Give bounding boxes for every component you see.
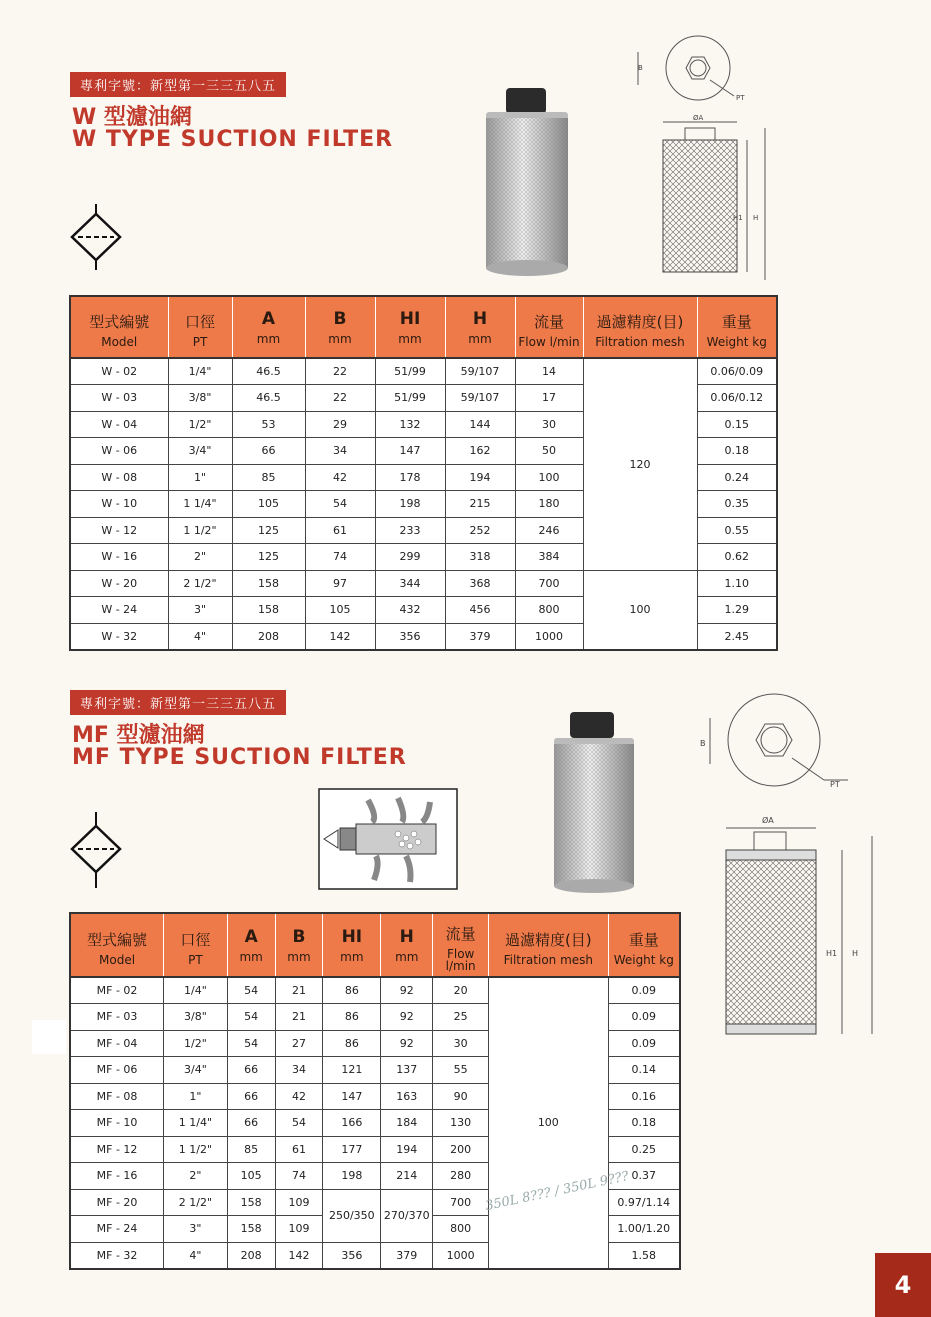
- table-cell: 59/107: [445, 385, 515, 412]
- table-cell: W - 02: [70, 358, 168, 385]
- table-cell: 34: [305, 438, 375, 465]
- table-cell: 46.5: [232, 358, 305, 385]
- table-cell: 51/99: [375, 358, 445, 385]
- table-cell: 3/4": [168, 438, 232, 465]
- table-cell: 1/4": [164, 977, 228, 1004]
- mf-patent-banner: 專利字號：新型第一三三五八五: [70, 690, 286, 715]
- table-cell: 20: [433, 977, 489, 1004]
- table-cell: 85: [227, 1136, 275, 1163]
- mf-header-weight: 重量 Weight kg: [608, 913, 680, 977]
- table-cell: MF - 04: [70, 1030, 164, 1057]
- table-cell: 158: [232, 597, 305, 624]
- mf-title-zh: MF 型濾油網: [72, 723, 205, 748]
- table-cell: 125: [232, 544, 305, 571]
- w-header-hi: HI mm: [375, 296, 445, 358]
- table-cell: 54: [275, 1110, 323, 1137]
- table-cell: 1.58: [608, 1242, 680, 1269]
- w-label-h: H: [753, 214, 759, 222]
- table-cell: 2": [164, 1163, 228, 1190]
- table-cell: MF - 24: [70, 1216, 164, 1243]
- filtration-mesh-cell: 100: [489, 977, 609, 1269]
- table-cell: 0.62: [697, 544, 777, 571]
- table-cell: 66: [227, 1083, 275, 1110]
- table-cell: 54: [227, 1004, 275, 1031]
- table-cell: 180: [515, 491, 583, 518]
- table-cell: 214: [381, 1163, 433, 1190]
- table-cell: 1/2": [164, 1030, 228, 1057]
- table-cell: 85: [232, 464, 305, 491]
- table-cell: 30: [433, 1030, 489, 1057]
- table-cell: MF - 20: [70, 1189, 164, 1216]
- page-number: 4: [875, 1253, 931, 1317]
- w-header-filtration: 過濾精度(目) Filtration mesh: [583, 296, 697, 358]
- table-cell: 0.97/1.14: [608, 1189, 680, 1216]
- table-cell: 1.29: [697, 597, 777, 624]
- table-cell: 105: [227, 1163, 275, 1190]
- table-cell: W - 10: [70, 491, 168, 518]
- table-cell: 27: [275, 1030, 323, 1057]
- table-cell: 208: [227, 1242, 275, 1269]
- table-cell: 0.24: [697, 464, 777, 491]
- table-row: [70, 358, 777, 385]
- table-cell: 456: [445, 597, 515, 624]
- table-cell: W - 06: [70, 438, 168, 465]
- table-cell: 74: [275, 1163, 323, 1190]
- w-patent-banner: 專利字號：新型第一三三五八五: [70, 72, 286, 97]
- table-cell: 1 1/2": [164, 1136, 228, 1163]
- table-cell: W - 20: [70, 570, 168, 597]
- table-cell: 1 1/2": [168, 517, 232, 544]
- table-cell: 0.35: [697, 491, 777, 518]
- table-cell: W - 04: [70, 411, 168, 438]
- table-cell: 233: [375, 517, 445, 544]
- mf-flow-illustration: [318, 788, 458, 890]
- table-cell: W - 32: [70, 623, 168, 650]
- table-cell: 17: [515, 385, 583, 412]
- w-label-b: B: [638, 64, 643, 72]
- mf-label-h1: H1: [826, 949, 838, 958]
- table-cell: 66: [232, 438, 305, 465]
- table-cell: 162: [445, 438, 515, 465]
- w-header-model: 型式編號 Model: [70, 296, 168, 358]
- w-title-zh: W 型濾油網: [72, 105, 192, 130]
- table-cell: 42: [305, 464, 375, 491]
- table-cell: 97: [305, 570, 375, 597]
- table-cell: 0.09: [608, 1030, 680, 1057]
- table-cell: 379: [381, 1242, 433, 1269]
- table-cell: 184: [381, 1110, 433, 1137]
- table-cell: 158: [232, 570, 305, 597]
- table-cell: 0.37: [608, 1163, 680, 1190]
- table-row: [70, 570, 777, 597]
- table-cell: 368: [445, 570, 515, 597]
- table-cell: 25: [433, 1004, 489, 1031]
- table-cell: 0.09: [608, 977, 680, 1004]
- filter-symbol-icon: [66, 812, 126, 888]
- table-cell: 178: [375, 464, 445, 491]
- table-cell: 46.5: [232, 385, 305, 412]
- mf-title-en: MF TYPE SUCTION FILTER: [72, 745, 407, 770]
- table-cell: 30: [515, 411, 583, 438]
- table-cell: 3/8": [164, 1004, 228, 1031]
- table-cell: 90: [433, 1083, 489, 1110]
- w-label-pt: PT: [736, 94, 745, 102]
- table-cell: W - 12: [70, 517, 168, 544]
- table-cell: MF - 16: [70, 1163, 164, 1190]
- table-cell: 22: [305, 358, 375, 385]
- mf-label-h: H: [852, 949, 859, 958]
- mf-top-view-drawing: [698, 688, 858, 792]
- table-cell: 142: [305, 623, 375, 650]
- table-cell: 109: [275, 1189, 323, 1216]
- w-side-view-drawing: [655, 112, 775, 284]
- table-cell: 1000: [515, 623, 583, 650]
- table-cell: W - 03: [70, 385, 168, 412]
- table-cell: 105: [305, 597, 375, 624]
- table-cell: 147: [323, 1083, 381, 1110]
- table-cell: 59/107: [445, 358, 515, 385]
- w-header-b: B mm: [305, 296, 375, 358]
- table-cell: 2": [168, 544, 232, 571]
- table-cell: 0.14: [608, 1057, 680, 1084]
- mf-label-pt: PT: [830, 780, 840, 789]
- mf-side-view-drawing: [716, 812, 880, 1044]
- w-header-h: H mm: [445, 296, 515, 358]
- table-cell: 21: [275, 977, 323, 1004]
- table-cell: W - 16: [70, 544, 168, 571]
- table-cell: 3/4": [164, 1057, 228, 1084]
- table-cell: 61: [275, 1136, 323, 1163]
- w-header-flow: 流量 Flow l/min: [515, 296, 583, 358]
- table-cell: 0.18: [697, 438, 777, 465]
- handwritten-note: 350L 8??? / 350L 9???: [484, 1168, 631, 1215]
- table-cell: 177: [323, 1136, 381, 1163]
- table-cell: 318: [445, 544, 515, 571]
- mf-table-header-row: [70, 913, 680, 977]
- table-cell: 1.10: [697, 570, 777, 597]
- table-cell: 700: [433, 1189, 489, 1216]
- table-cell: 1/2": [168, 411, 232, 438]
- table-cell: 432: [375, 597, 445, 624]
- table-cell: 51/99: [375, 385, 445, 412]
- table-cell: 92: [381, 977, 433, 1004]
- table-cell: 0.16: [608, 1083, 680, 1110]
- w-header-a: A mm: [232, 296, 305, 358]
- table-cell: 344: [375, 570, 445, 597]
- table-cell: 208: [232, 623, 305, 650]
- table-cell: 42: [275, 1083, 323, 1110]
- table-cell: 53: [232, 411, 305, 438]
- table-cell: 246: [515, 517, 583, 544]
- table-cell: 1": [168, 464, 232, 491]
- table-cell: 3/8": [168, 385, 232, 412]
- table-cell: MF - 08: [70, 1083, 164, 1110]
- w-header-pt: 口徑 PT: [168, 296, 232, 358]
- filter-symbol-icon: [66, 204, 126, 270]
- table-cell: 0.55: [697, 517, 777, 544]
- table-cell: 158: [227, 1189, 275, 1216]
- table-cell: 109: [275, 1216, 323, 1243]
- w-title-en: W TYPE SUCTION FILTER: [72, 127, 394, 152]
- table-cell: 2 1/2": [168, 570, 232, 597]
- table-cell: 270/370: [381, 1189, 433, 1242]
- table-cell: 379: [445, 623, 515, 650]
- w-top-view-drawing: [628, 30, 768, 110]
- table-cell: 2 1/2": [164, 1189, 228, 1216]
- table-cell: 14: [515, 358, 583, 385]
- table-cell: 144: [445, 411, 515, 438]
- table-cell: 92: [381, 1030, 433, 1057]
- table-cell: 1 1/4": [168, 491, 232, 518]
- table-cell: 215: [445, 491, 515, 518]
- table-cell: MF - 06: [70, 1057, 164, 1084]
- table-cell: 137: [381, 1057, 433, 1084]
- table-cell: MF - 12: [70, 1136, 164, 1163]
- mf-header-pt: 口徑 PT: [164, 913, 228, 977]
- table-cell: 105: [232, 491, 305, 518]
- w-label-a: ØA: [693, 114, 704, 122]
- table-cell: 0.18: [608, 1110, 680, 1137]
- table-cell: 54: [305, 491, 375, 518]
- mf-header-b: B mm: [275, 913, 323, 977]
- table-cell: 142: [275, 1242, 323, 1269]
- table-cell: 86: [323, 1030, 381, 1057]
- mf-label-b: B: [700, 739, 706, 748]
- mf-spec-table: [69, 912, 681, 1270]
- table-cell: 1": [164, 1083, 228, 1110]
- mf-header-hi: HI mm: [323, 913, 381, 977]
- mf-header-a: A mm: [227, 913, 275, 977]
- table-cell: 34: [275, 1057, 323, 1084]
- w-filter-photo: [478, 88, 578, 278]
- table-cell: 200: [433, 1136, 489, 1163]
- table-cell: 54: [227, 977, 275, 1004]
- w-label-h1: H1: [733, 214, 743, 222]
- table-cell: 1.00/1.20: [608, 1216, 680, 1243]
- table-cell: 198: [323, 1163, 381, 1190]
- table-cell: 86: [323, 977, 381, 1004]
- table-cell: 299: [375, 544, 445, 571]
- table-cell: 66: [227, 1057, 275, 1084]
- table-cell: 147: [375, 438, 445, 465]
- table-cell: W - 24: [70, 597, 168, 624]
- blank-patch: [32, 1020, 66, 1054]
- table-row: [70, 977, 680, 1004]
- table-cell: 0.09: [608, 1004, 680, 1031]
- mf-header-flow: 流量 Flow l/min: [433, 913, 489, 977]
- table-cell: 158: [227, 1216, 275, 1243]
- table-cell: W - 08: [70, 464, 168, 491]
- filtration-mesh-cell: 120: [583, 358, 697, 570]
- table-cell: 125: [232, 517, 305, 544]
- table-cell: 100: [515, 464, 583, 491]
- table-cell: 21: [275, 1004, 323, 1031]
- table-cell: 356: [323, 1242, 381, 1269]
- table-cell: MF - 03: [70, 1004, 164, 1031]
- table-cell: 700: [515, 570, 583, 597]
- table-cell: MF - 02: [70, 977, 164, 1004]
- table-cell: 280: [433, 1163, 489, 1190]
- table-cell: 4": [168, 623, 232, 650]
- table-cell: 132: [375, 411, 445, 438]
- table-cell: 2.45: [697, 623, 777, 650]
- table-cell: MF - 32: [70, 1242, 164, 1269]
- table-cell: 800: [515, 597, 583, 624]
- table-cell: 800: [433, 1216, 489, 1243]
- table-cell: 0.25: [608, 1136, 680, 1163]
- table-cell: 0.15: [697, 411, 777, 438]
- table-cell: 194: [445, 464, 515, 491]
- table-cell: 22: [305, 385, 375, 412]
- mf-header-h: H mm: [381, 913, 433, 977]
- table-cell: 3": [164, 1216, 228, 1243]
- table-cell: 1/4": [168, 358, 232, 385]
- table-cell: 61: [305, 517, 375, 544]
- table-cell: 252: [445, 517, 515, 544]
- table-cell: 0.06/0.09: [697, 358, 777, 385]
- table-cell: 1000: [433, 1242, 489, 1269]
- table-cell: 66: [227, 1110, 275, 1137]
- table-cell: 29: [305, 411, 375, 438]
- table-cell: 92: [381, 1004, 433, 1031]
- mf-header-filtration: 過濾精度(目) Filtration mesh: [489, 913, 609, 977]
- table-cell: 54: [227, 1030, 275, 1057]
- mf-filter-photo: [548, 712, 640, 894]
- table-cell: 163: [381, 1083, 433, 1110]
- w-spec-table: [69, 295, 778, 651]
- table-cell: 86: [323, 1004, 381, 1031]
- w-header-weight: 重量 Weight kg: [697, 296, 777, 358]
- table-cell: 55: [433, 1057, 489, 1084]
- table-cell: 194: [381, 1136, 433, 1163]
- table-cell: 74: [305, 544, 375, 571]
- mf-header-model: 型式編號 Model: [70, 913, 164, 977]
- table-cell: 356: [375, 623, 445, 650]
- table-cell: 1 1/4": [164, 1110, 228, 1137]
- table-cell: 198: [375, 491, 445, 518]
- table-cell: 50: [515, 438, 583, 465]
- table-cell: 121: [323, 1057, 381, 1084]
- mf-label-a: ØA: [762, 816, 774, 825]
- table-cell: 0.06/0.12: [697, 385, 777, 412]
- table-cell: 384: [515, 544, 583, 571]
- table-cell: MF - 10: [70, 1110, 164, 1137]
- table-cell: 166: [323, 1110, 381, 1137]
- table-cell: 4": [164, 1242, 228, 1269]
- table-cell: 3": [168, 597, 232, 624]
- w-table-header-row: [70, 296, 777, 358]
- table-cell: 130: [433, 1110, 489, 1137]
- table-cell: 250/350: [323, 1189, 381, 1242]
- filtration-mesh-cell: 100: [583, 570, 697, 650]
